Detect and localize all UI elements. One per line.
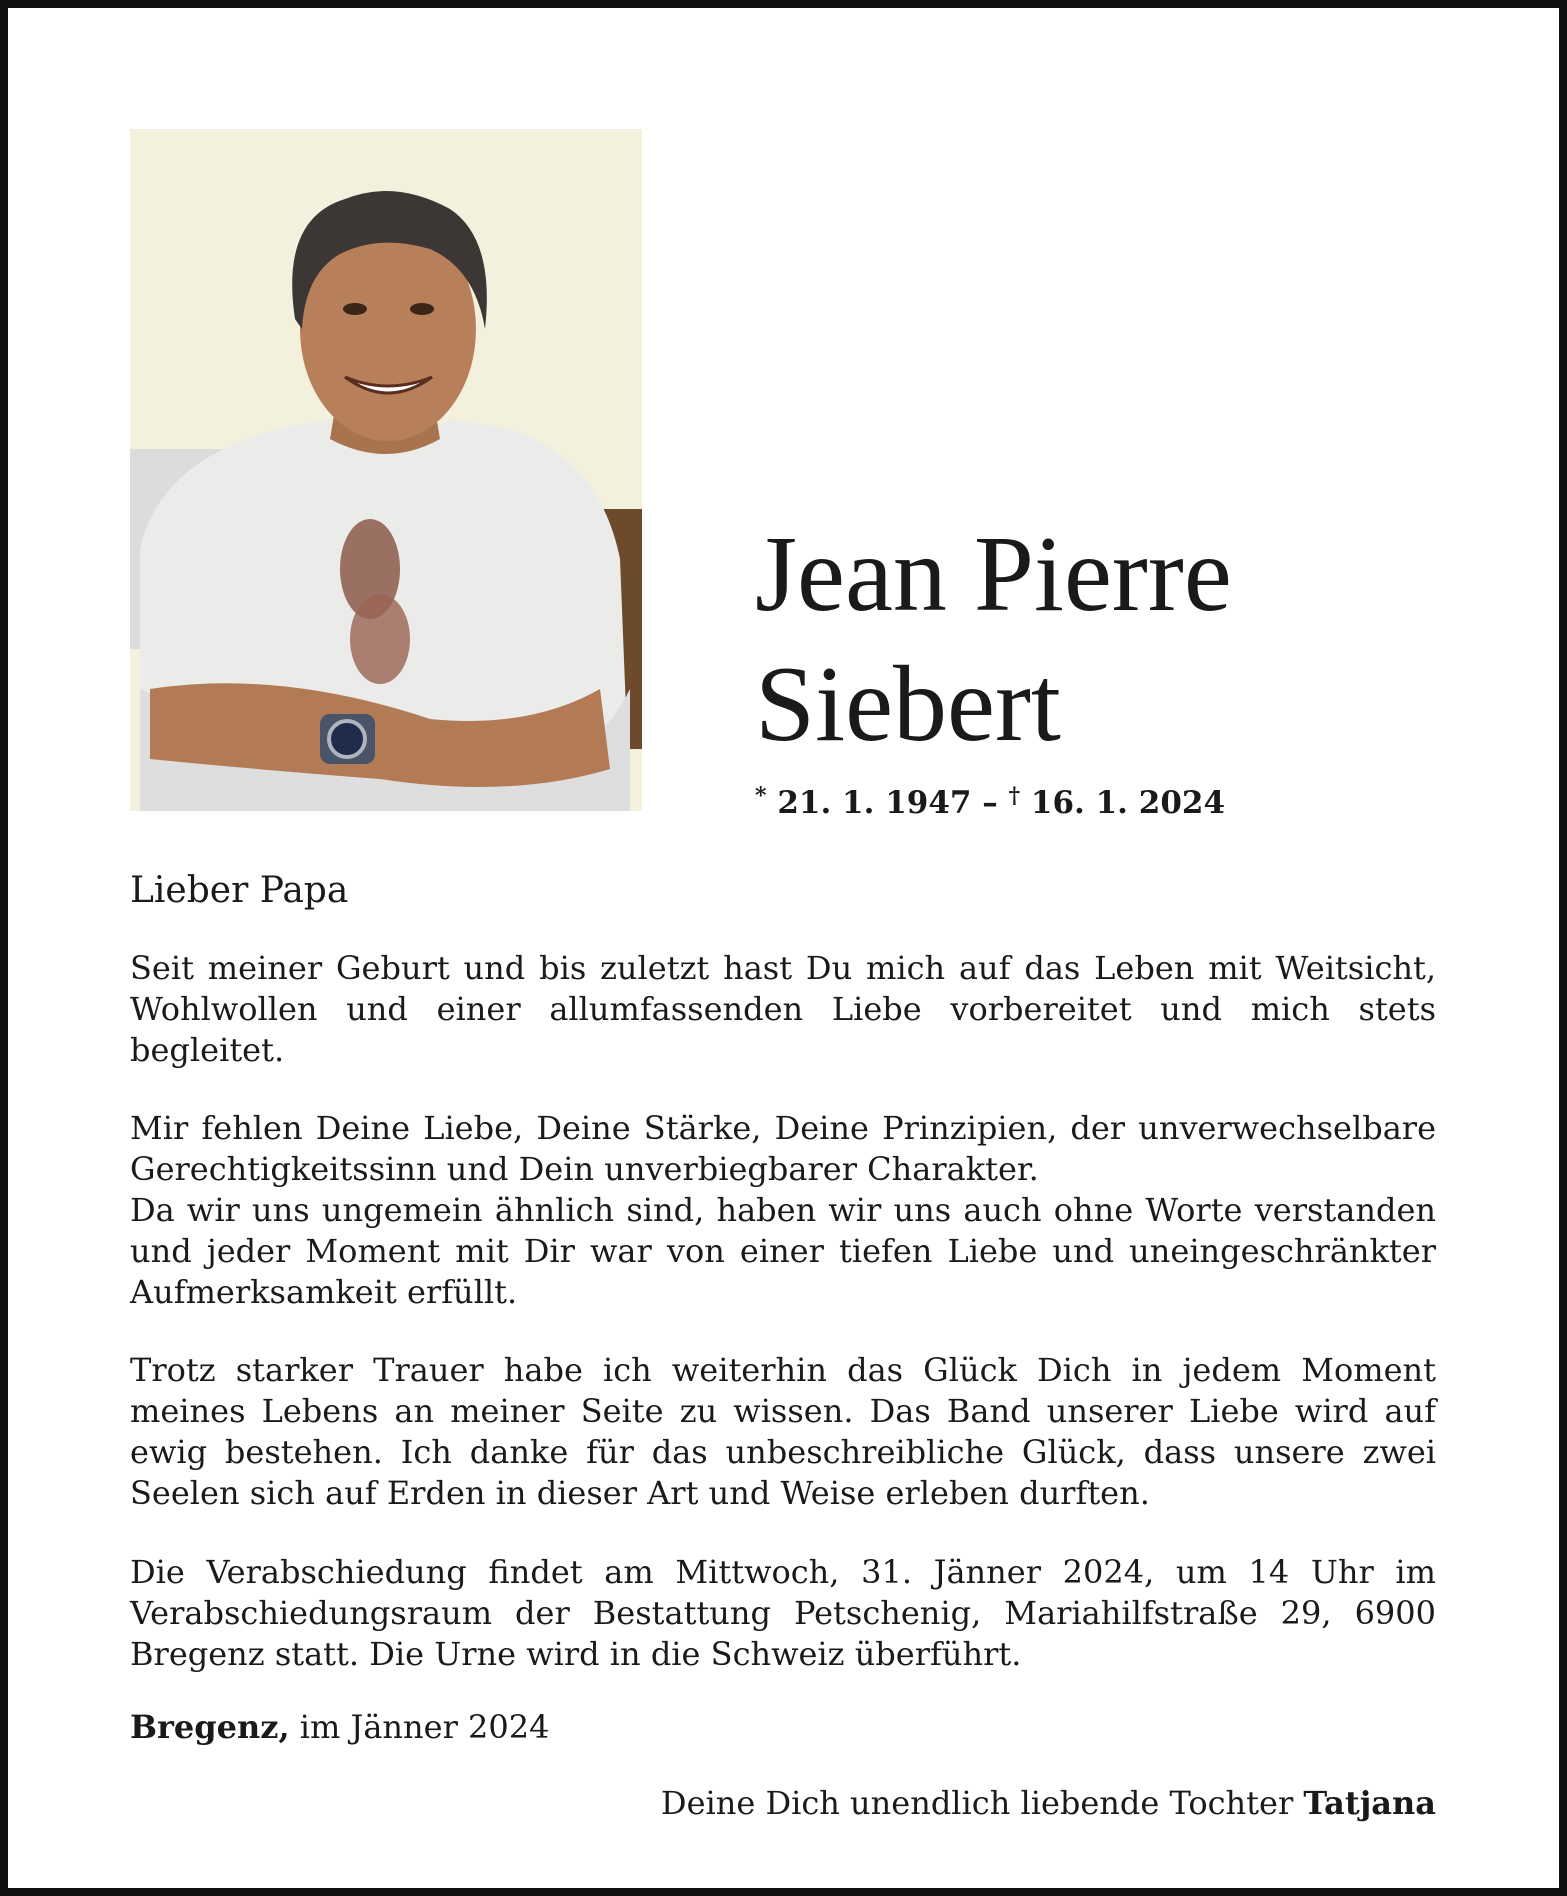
greeting: Lieber Papa: [130, 870, 349, 911]
date-separator: –: [971, 785, 1009, 821]
signature-name: Tatjana: [1303, 1784, 1436, 1822]
place-name: Bregenz,: [130, 1708, 290, 1746]
paragraph-text: Mir fehlen Deine Liebe, Deine Stärke, Deine Prinzipien, der unverwechselbare Gerechtigkeitssinn und Dein unverbiegbarer Charakter.: [130, 1109, 1436, 1188]
life-dates: [755, 776, 1225, 823]
death-symbol: †: [1008, 783, 1021, 809]
letter-paragraph-3: [130, 1350, 1436, 1514]
letter-paragraph-4: [130, 1552, 1436, 1675]
place-and-date: [130, 1706, 549, 1748]
death-date: 16. 1. 2024: [1030, 785, 1226, 821]
name-last-line: Siebert: [755, 645, 1061, 764]
signature: [661, 1782, 1436, 1824]
paragraph-text: Trotz starker Trauer habe ich weiterhin das Glück Dich in jedem Moment meines Lebens an meiner Seite zu wissen. Das Band unserer Liebe wird auf ewig bestehen. Ich danke für das unbeschreibliche Glück, dass unsere zwei Seelen sich auf Erden in dieser Art und Weise erleben durften.: [130, 1351, 1436, 1512]
letter-paragraph-1: [130, 948, 1436, 1071]
birth-date: 21. 1. 1947: [777, 785, 972, 821]
signature-text: Deine Dich unendlich liebende Tochter: [660, 1784, 1304, 1822]
paragraph-text: Die Verabschiedung findet am Mittwoch, 31. Jänner 2024, um 14 Uhr im Verabschiedungsraum der Bestattung Petschenig, Mariahilfstraße 29, 6900 Bregenz statt. Die Urne wird in die Schweiz überführt.: [130, 1553, 1436, 1673]
paragraph-text: Seit meiner Geburt und bis zuletzt hast Du mich auf das Leben mit Weitsicht, Wohlwollen und einer allumfassenden Liebe vorbereitet und mich stets begleitet.: [130, 949, 1436, 1069]
deceased-name: [755, 510, 1232, 770]
letter-paragraph-2: [130, 1108, 1436, 1313]
place-date: im Jänner 2024: [289, 1708, 550, 1746]
portrait-photo: [130, 129, 642, 811]
name-first-line: Jean Pierre: [755, 515, 1232, 634]
paragraph-text: Da wir uns ungemein ähnlich sind, haben wir uns auch ohne Worte verstanden und jeder Moment mit Dir war von einer tiefen Liebe und uneingeschränkter Aufmerksamkeit erfüllt.: [130, 1191, 1436, 1311]
birth-symbol: *: [755, 783, 767, 809]
portrait-photo-icon: [130, 129, 642, 811]
